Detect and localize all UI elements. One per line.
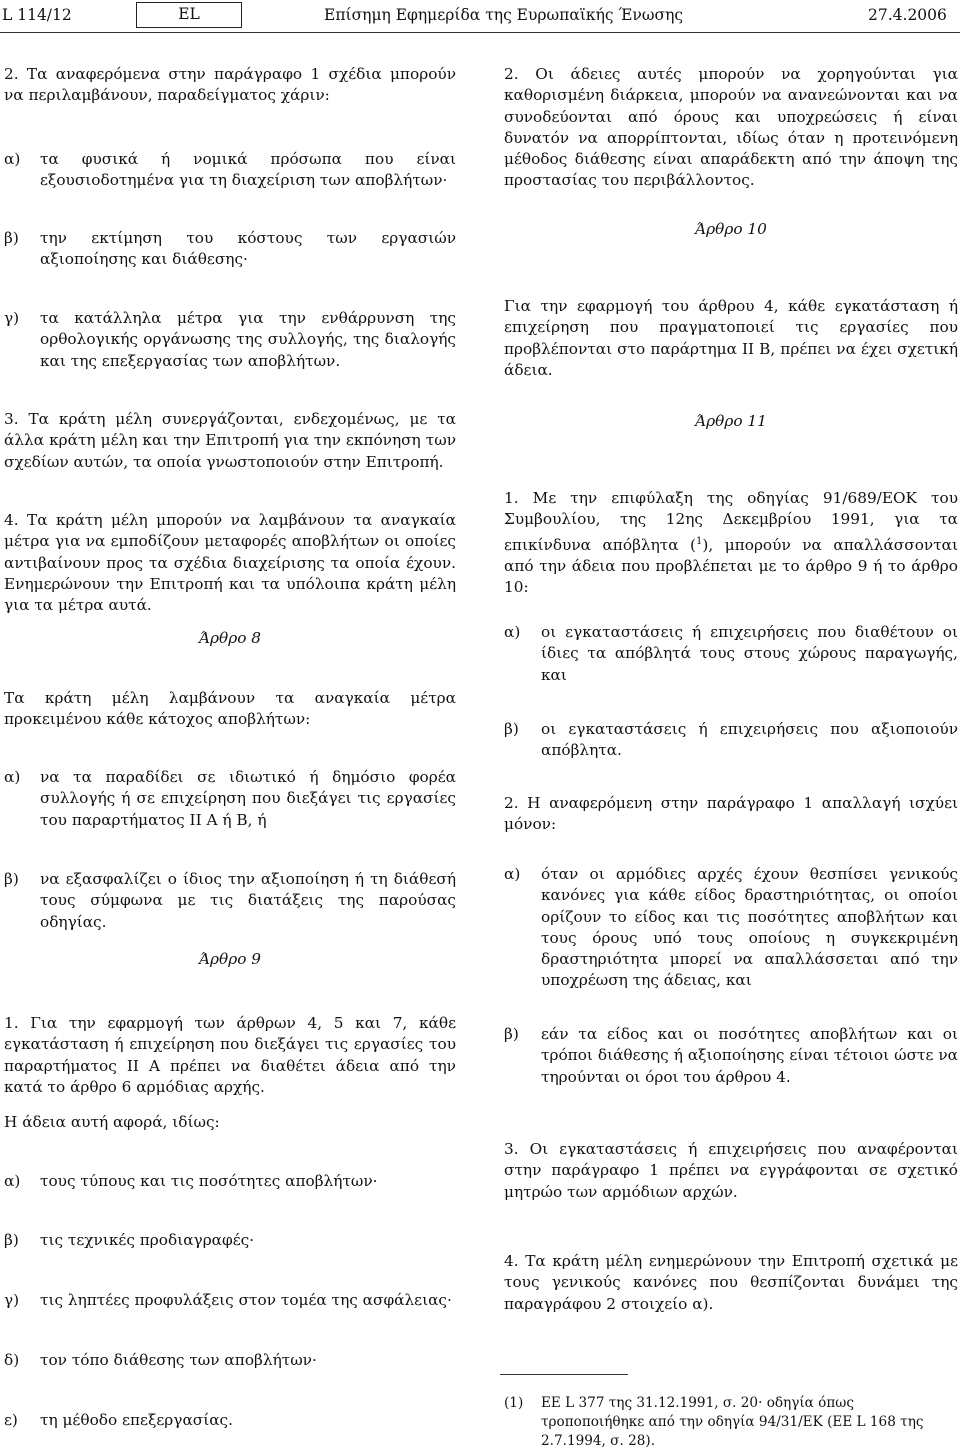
paragraph-2: 2. Τα αναφερόμενα στην παράγραφο 1 σχέδια μπορούν να περιλαμβάνουν, παραδείγματος χάριν: xyxy=(4,65,456,105)
footnote-marker: (1) xyxy=(504,1395,524,1411)
header-rule xyxy=(0,32,960,33)
publication-date: 27.4.2006 xyxy=(868,6,947,24)
language-code-box: EL xyxy=(136,2,242,28)
article-9-intro: Η άδεια αυτή αφορά, ιδίως: xyxy=(4,1113,220,1131)
list-text: τα κατάλληλα μέτρα για την ενθάρρυνση της ορθολογικής οργάνωσης της συλλογής, της διαλογής και της επεξεργασίας των αποβλήτων. xyxy=(40,309,456,370)
article-8-intro: Τα κράτη μέλη λαμβάνουν τα αναγκαία μέτρα προκειμένου κάθε κάτοχος αποβλήτων: xyxy=(4,689,456,729)
article-11-title: Άρθρο 11 xyxy=(695,412,767,430)
list-label: δ) xyxy=(4,1351,20,1369)
paragraph-4: 4. Τα κράτη μέλη μπορούν να λαμβάνουν τα αναγκαία μέτρα για να εμποδίζουν μεταφορές αποβλήτων οι οποίες αντιβαίνουν προς τα σχέδια διαχείρισης τα οποία έχουν. Ενημερώνουν την Επιτροπή και τα υπόλοιπα κράτη μέλη για τα μέτρα αυτά. xyxy=(4,511,456,615)
article-11-paragraph-1-start: 1. Με την επιφύλαξη της οδηγίας 91/689/ΕΟΚ του Συμβουλίου, της 12ης Δεκεμβρίου 1991, για τα επικίνδυνα απόβλητα ( xyxy=(504,489,958,554)
list-text: τις ληπτέες προφυλάξεις στον τομέα της ασφάλειας· xyxy=(40,1291,452,1309)
list-text: τους τύπους και τις ποσότητες αποβλήτων· xyxy=(40,1172,378,1190)
list-label: α) xyxy=(4,768,21,786)
list-text: τη μέθοδο επεξεργασίας. xyxy=(40,1411,233,1429)
list-label: α) xyxy=(4,1172,21,1190)
article-11-paragraph-4: 4. Τα κράτη μέλη ενημερώνουν την Επιτροπή σχετικά με τους γενικούς κανόνες που θεσπίζονται δυνάμει της παραγράφου 2 στοιχείο α). xyxy=(504,1252,958,1313)
list-label: γ) xyxy=(4,1291,20,1309)
page-reference: L 114/12 xyxy=(2,6,72,24)
list-label: β) xyxy=(4,1231,19,1249)
footnote-rule xyxy=(500,1374,628,1375)
list-text: να εξασφαλίζει ο ίδιος την αξιοποίηση ή τη διάθεσή τους σύμφωνα με τις διατάξεις της παρούσας οδηγίας. xyxy=(40,870,456,931)
article-11-paragraph-3: 3. Οι εγκαταστάσεις ή επιχειρήσεις που αναφέρονται στην παράγραφο 1 πρέπει να εγγράφονται σε σχετικό μητρώο των αρμόδιων αρχών. xyxy=(504,1140,958,1201)
journal-title: Επίσημη Εφημερίδα της Ευρωπαϊκής Ένωσης xyxy=(324,6,684,24)
list-text: οι εγκαταστάσεις ή επιχειρήσεις που αξιοποιούν απόβλητα. xyxy=(541,720,958,760)
article-9-paragraph-1: 1. Για την εφαρμογή των άρθρων 4, 5 και 7, κάθε εγκατάσταση ή επιχείρηση που διεξάγει τις εργασίες του παραρτήματος ΙΙ Α πρέπει να διαθέτει άδεια από την κατά το άρθρο 6 αρμόδιας αρχής. xyxy=(4,1014,456,1096)
article-10-title: Άρθρο 10 xyxy=(695,220,767,238)
paragraph-3: 3. Τα κράτη μέλη συνεργάζονται, ενδεχομένως, με τα άλλα κράτη μέλη και την Επιτροπή για την εκπόνηση των σχεδίων αυτών, τα οποία γνωστοποιούν στην Επιτροπή. xyxy=(4,410,456,471)
list-label: α) xyxy=(504,865,521,883)
list-label: β) xyxy=(504,1025,519,1043)
article-11-paragraph-2: 2. Η αναφερόμενη στην παράγραφο 1 απαλλαγή ισχύει μόνον: xyxy=(504,794,958,834)
article-9-paragraph-2: 2. Οι άδειες αυτές μπορούν να χορηγούνται για καθορισμένη διάρκεια, μπορούν να ανανεώνονται και να συνοδεύονται από όρους και υποχρεώσεις ή είναι δυνατόν να απορρίπτονται, ιδίως όταν η προτεινόμενη μέθοδος διάθεσης είναι απαράδεκτη από την άποψη της προστασίας του περιβάλλοντος. xyxy=(504,65,958,190)
footnote-reference: 1 xyxy=(696,535,703,547)
article-11-paragraph-1 xyxy=(504,488,958,599)
list-label: α) xyxy=(504,623,521,641)
article-9-title: Άρθρο 9 xyxy=(198,950,262,968)
article-8-title: Άρθρο 8 xyxy=(198,629,262,647)
list-text: την εκτίμηση του κόστους των εργασιών αξιοποίησης και διάθεσης· xyxy=(40,229,456,269)
list-text: όταν οι αρμόδιες αρχές έχουν θεσπίσει γενικούς κανόνες για κάθε είδος δραστηριότητας, οι οποίοι ορίζουν το είδος και τις ποσότητες αποβλήτων και τους όρους υπό τους οποίους η συγκεκριμένη δραστηριότητα μπορεί να απαλλάσσεται από την υποχρέωση της άδειας, και xyxy=(541,865,958,990)
list-text: να τα παραδίδει σε ιδιωτικό ή δημόσιο φορέα συλλογής ή σε επιχείρηση που διεξάγει τις εργασίες του παραρτήματος ΙΙ Α ή Β, ή xyxy=(40,768,456,829)
list-text: τα φυσικά ή νομικά πρόσωπα που είναι εξουσιοδοτημένα για τη διαχείριση των αποβλήτων· xyxy=(40,150,456,190)
list-label: ε) xyxy=(4,1411,18,1429)
list-label: β) xyxy=(504,720,519,738)
list-label: γ) xyxy=(4,309,20,327)
footnote-text: ΕΕ L 377 της 31.12.1991, σ. 20· οδηγία όπως τροποποιήθηκε από την οδηγία 94/31/ΕΚ (ΕΕ L 168 της 2.7.1994, σ. 28). xyxy=(541,1395,924,1449)
list-label: β) xyxy=(4,870,19,888)
list-text: εάν τα είδος και οι ποσότητες αποβλήτων και οι τρόποι διάθεσης ή αξιοποίησης είναι τέτοιοι ώστε να τηρούνται οι όροι του άρθρου 4. xyxy=(541,1025,958,1086)
list-label: α) xyxy=(4,150,21,168)
article-11-paragraph-1-end: ), μπορούν να απαλλάσσονται από την άδεια που προβλέπεται με το άρθρο 9 ή το άρθρο 10: xyxy=(504,535,958,597)
article-10-text: Για την εφαρμογή του άρθρου 4, κάθε εγκατάσταση ή επιχείρηση που πραγματοποιεί τις εργασίες που προβλέπονται στο παράρτημα ΙΙ Β, πρέπει να έχει σχετική άδεια. xyxy=(504,297,958,379)
list-text: τον τόπο διάθεσης των αποβλήτων· xyxy=(40,1351,317,1369)
list-text: τις τεχνικές προδιαγραφές· xyxy=(40,1231,255,1249)
list-label: β) xyxy=(4,229,19,247)
list-text: οι εγκαταστάσεις ή επιχειρήσεις που διαθέτουν οι ίδιες τα απόβλητά τους στους χώρους παραγωγής, και xyxy=(541,623,958,684)
